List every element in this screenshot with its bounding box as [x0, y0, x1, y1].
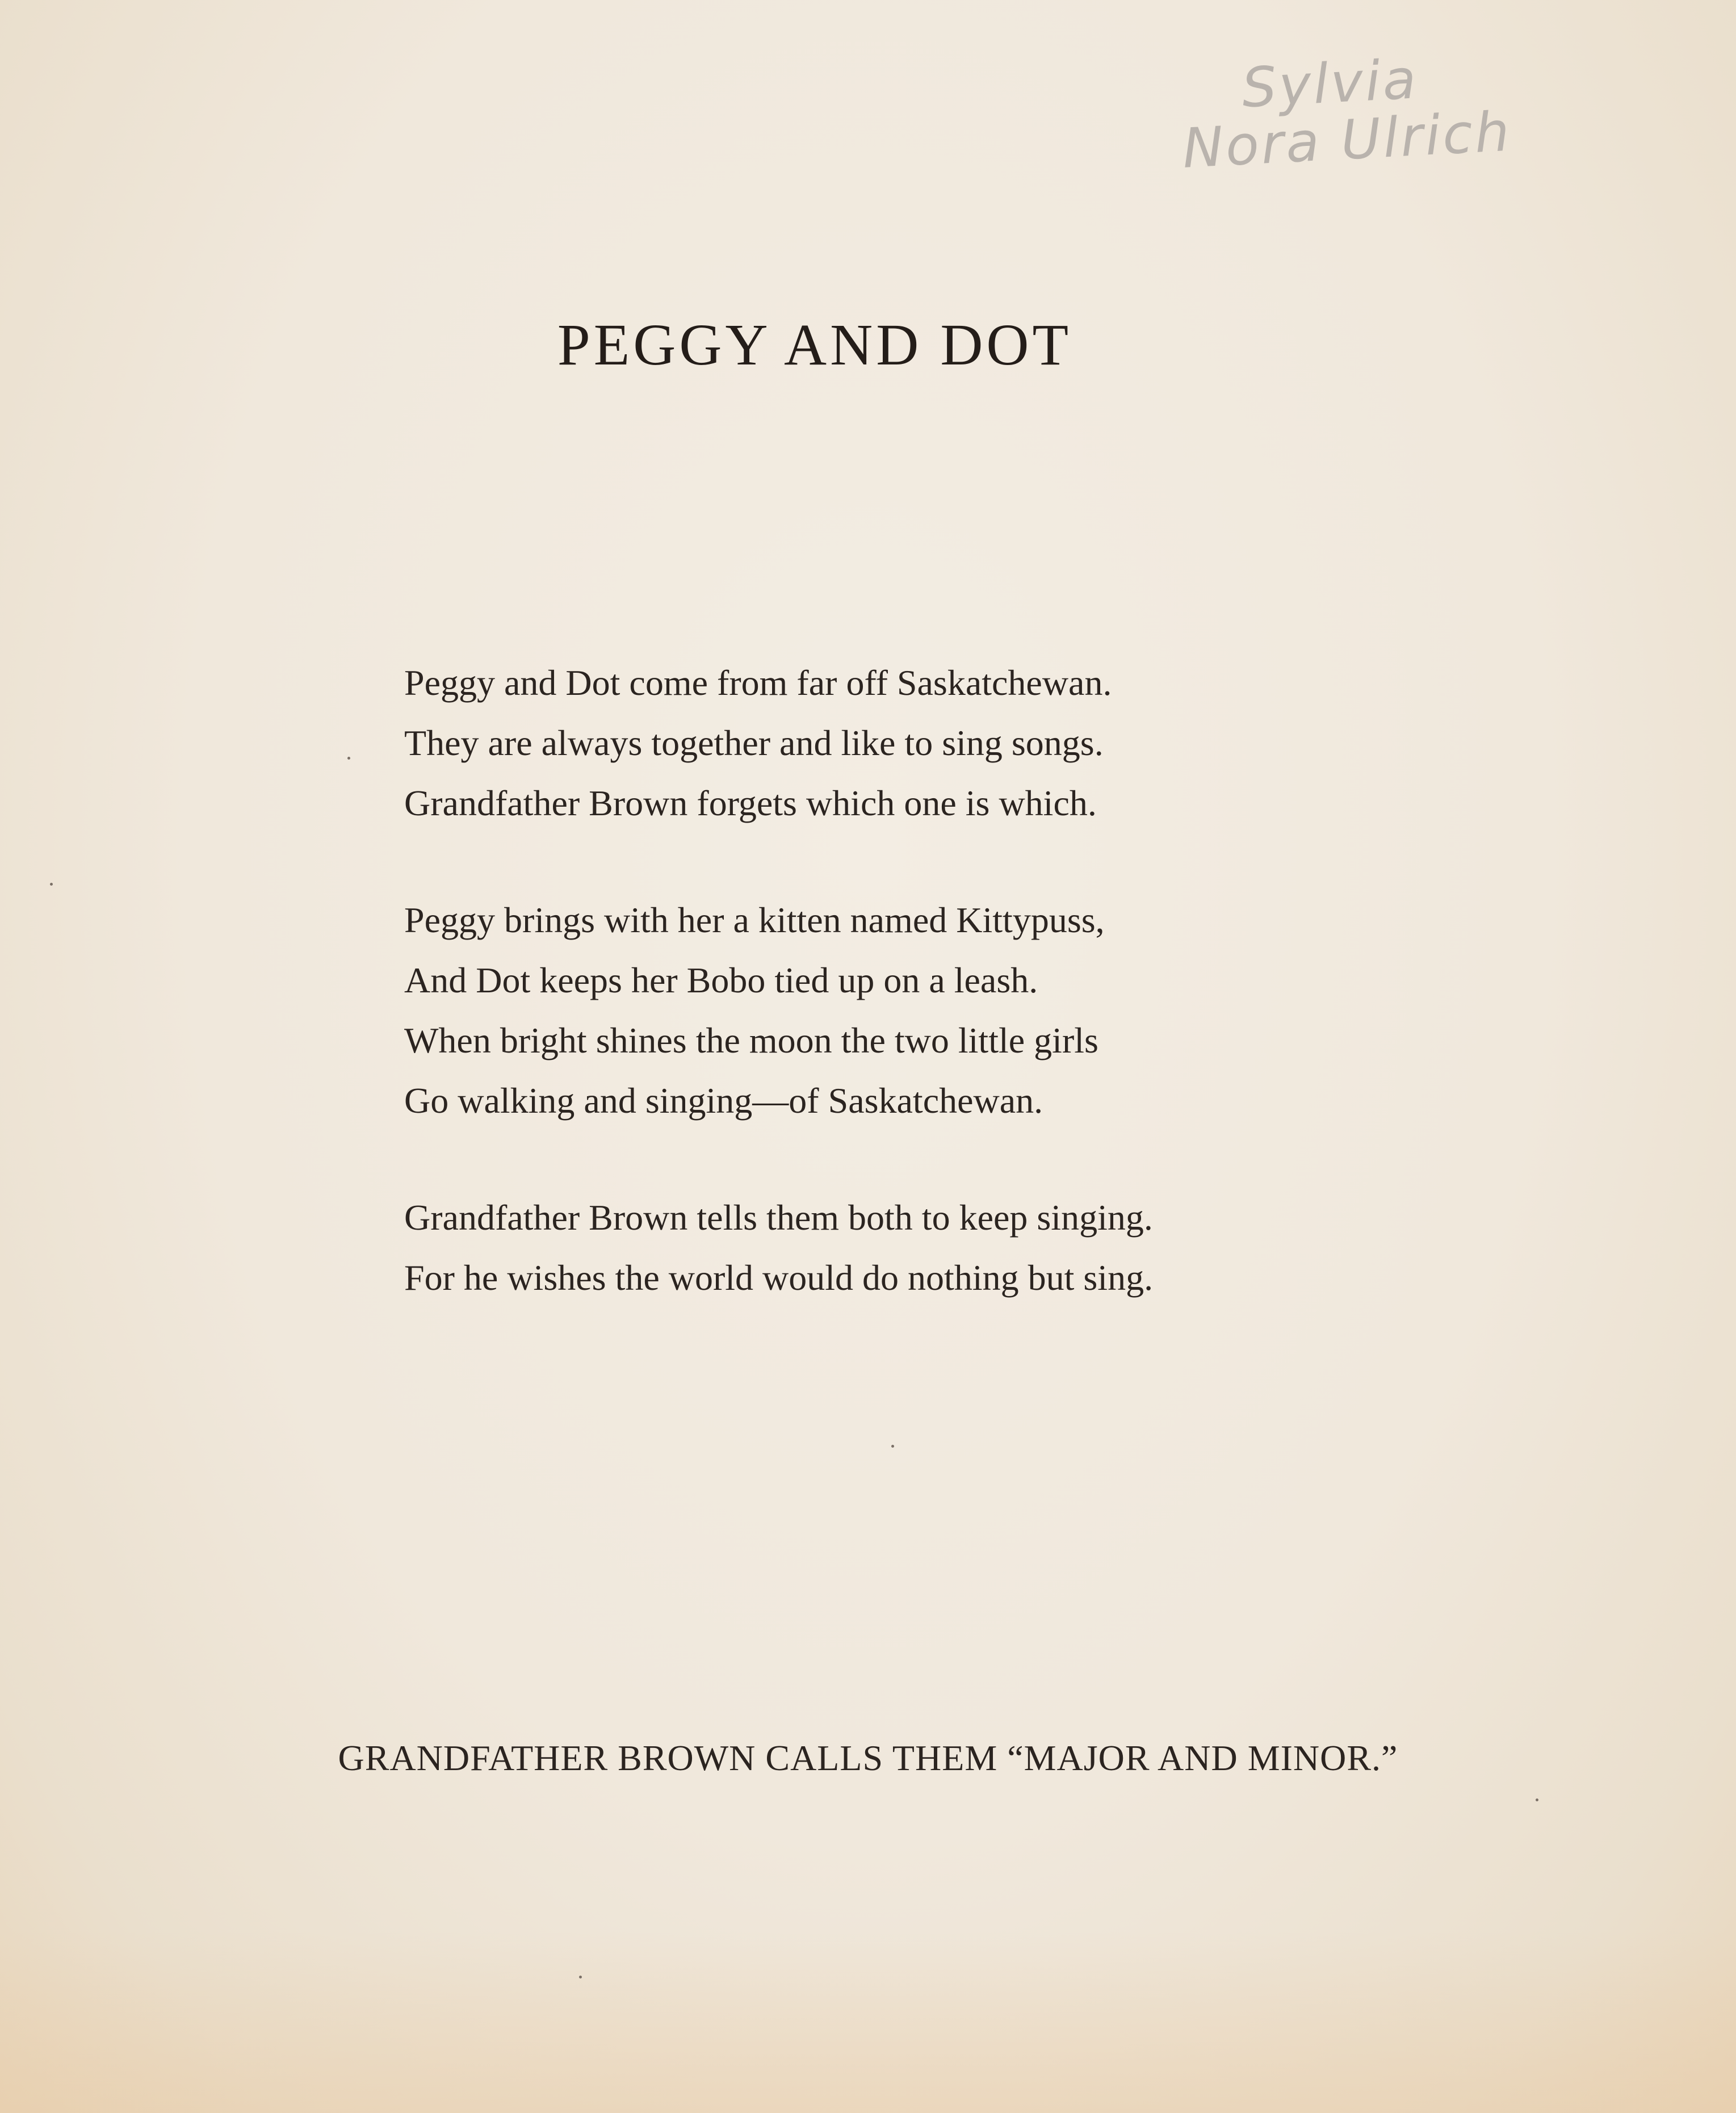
- signature-line-1: Sylvia: [1240, 47, 1420, 120]
- signature-line-2: Nora Ulrich: [1181, 99, 1513, 181]
- stanza-2: [404, 890, 1369, 1131]
- poem-body: [404, 653, 1369, 1365]
- poem-line: Grandfather Brown tells them both to keep singing.: [404, 1197, 1153, 1238]
- illustration-caption: GRANDFATHER BROWN CALLS THEM “MAJOR AND MINOR.”: [338, 1738, 1398, 1778]
- poem-line: Go walking and singing—of Saskatchewan.: [404, 1080, 1043, 1121]
- poem-line: For he wishes the world would do nothing but sing.: [404, 1257, 1154, 1298]
- poem-title: PEGGY AND DOT: [557, 312, 1072, 378]
- stanza-1: [404, 653, 1369, 833]
- paper-speck: [891, 1445, 894, 1448]
- stanza-3: [404, 1188, 1369, 1308]
- paper-speck: [347, 757, 350, 760]
- poem-line: And Dot keeps her Bobo tied up on a leash.: [404, 960, 1038, 1000]
- handwritten-signature: [1172, 39, 1643, 181]
- paper-tone: [0, 1931, 1736, 2113]
- poem-line: Peggy brings with her a kitten named Kittypuss,: [404, 900, 1105, 940]
- poem-line: Peggy and Dot come from far off Saskatchewan.: [404, 663, 1112, 703]
- poem-line: Grandfather Brown forgets which one is which.: [404, 783, 1097, 823]
- poem-line: They are always together and like to sing songs.: [404, 723, 1104, 763]
- poem-line: When bright shines the moon the two little girls: [404, 1020, 1098, 1060]
- paper-speck: [1536, 1798, 1538, 1801]
- paper-speck: [50, 883, 53, 886]
- paper-speck: [579, 1976, 582, 1978]
